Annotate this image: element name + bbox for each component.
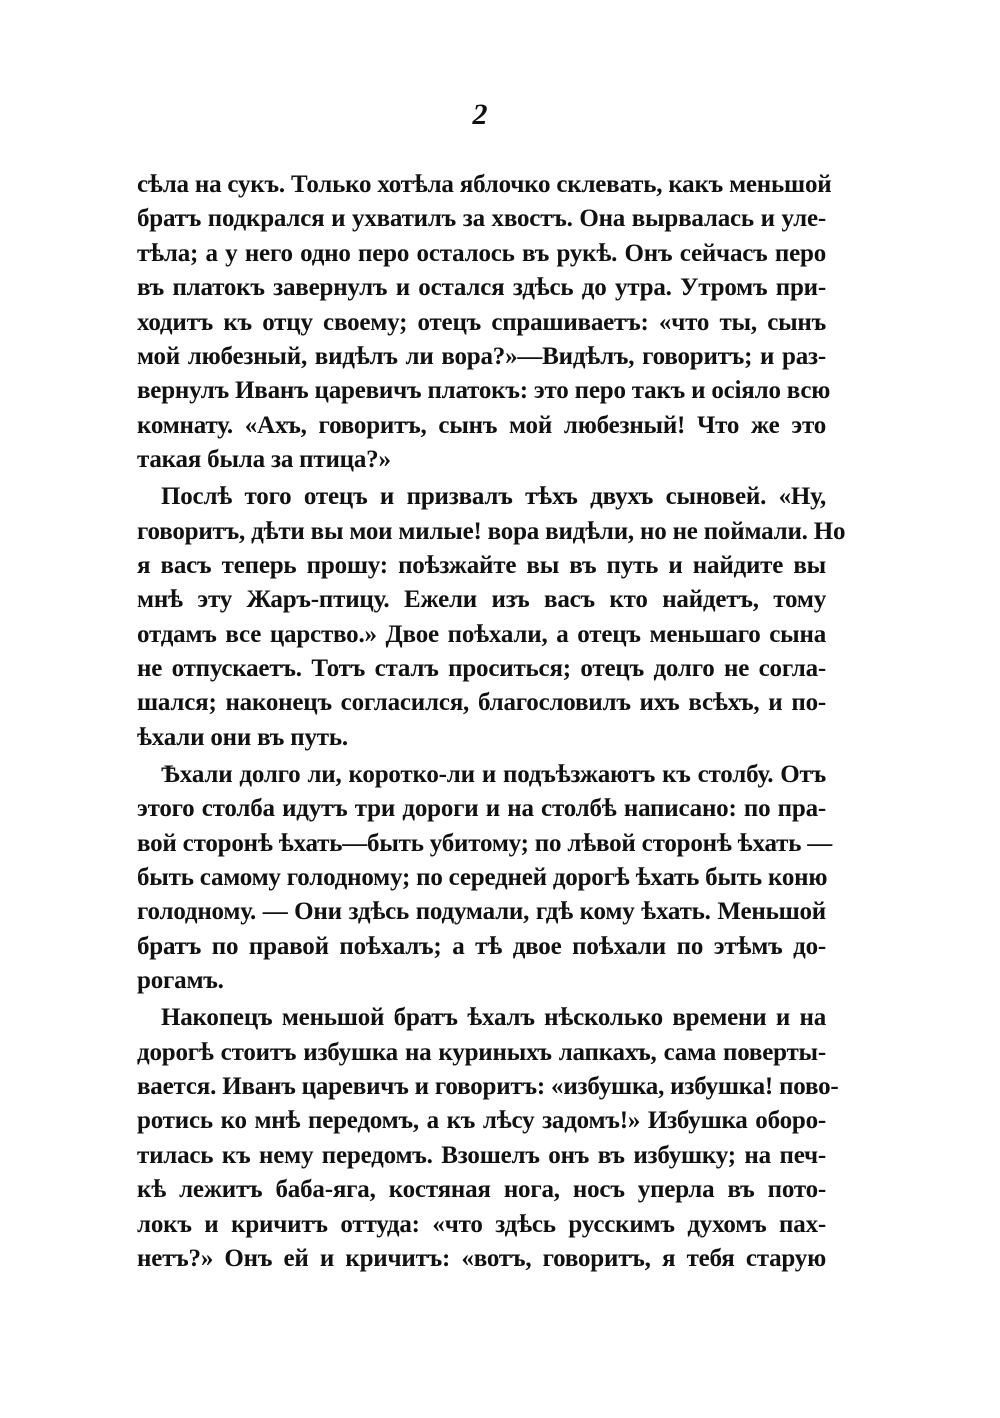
paragraph — [137, 758, 833, 999]
text-line: ротись ко мнѣ передомъ, а къ лѣсу задомъ!» Избушка оборо- — [137, 1107, 826, 1135]
text-line: вой сторонѣ ѣхать—быть убитому; по лѣвой сторонѣ ѣхать — — [137, 829, 833, 857]
text-line: ѣхали они въ путь. — [137, 723, 348, 751]
text-line: вернулъ Иванъ царевичъ платокъ: это перо такъ и осіяло всю — [137, 377, 831, 405]
text-line: рогамъ. — [137, 967, 224, 995]
text-line: кѣ лежитъ баба-яга, костяная нога, носъ уперла въ пото- — [137, 1176, 826, 1204]
text-line: такая была за птица?» — [137, 446, 391, 474]
text-line: комнату. «Ахъ, говоритъ, сынъ мой любезный! Что же это — [137, 411, 826, 439]
text-line: быть самому голодному; по середней дорогѣ ѣхать быть коню — [137, 864, 828, 891]
text-line: дорогѣ стоитъ избушка на куриныхъ лапкахъ, сама поверты- — [137, 1038, 826, 1066]
text-line: сѣла на сукъ. Только хотѣла яблочко склевать, какъ меньшой — [137, 171, 832, 198]
text-line: ходитъ къ отцу своему; отецъ спрашиваетъ: «что ты, сынъ — [137, 308, 826, 336]
text-line: вается. Иванъ царевичъ и говоритъ: «избушка, избушка! пово- — [137, 1072, 839, 1100]
text-line: Ѣхали долго ли, коротко-ли и подъѣзжаютъ къ столбу. Отъ — [161, 760, 826, 788]
text-line: нетъ?» Онъ ей и кричитъ: «вотъ, говоритъ, я тебя старую — [137, 1244, 826, 1272]
text-line: голодному. — Они здѣсь подумали, гдѣ кому ѣхать. Меньшой — [137, 898, 826, 926]
paragraph — [137, 168, 832, 478]
text-line: локъ и кричитъ оттуда: «что здѣсь русскимъ духомъ пах- — [137, 1210, 826, 1238]
paragraph — [137, 480, 846, 755]
text-line: Накопецъ меньшой братъ ѣхалъ нѣсколько времени и на — [161, 1004, 826, 1032]
text-line: шался; наконецъ согласился, благословилъ ихъ всѣхъ, и по- — [137, 689, 826, 717]
text-line: мой любезный, видѣлъ ли вора?»—Видѣлъ, говоритъ; и раз- — [137, 342, 826, 370]
text-line: тѣла; а у него одно перо осталось въ рукѣ. Онъ сейчасъ перо — [137, 239, 826, 267]
text-line: Послѣ того отецъ и призвалъ тѣхъ двухъ сыновей. «Ну, — [161, 483, 826, 511]
text-line: братъ по правой поѣхалъ; а тѣ двое поѣхали по этѣмъ до- — [137, 932, 826, 960]
text-line: тилась къ нему передомъ. Взошелъ онъ въ избушку; на печ- — [137, 1141, 826, 1169]
body-text — [137, 168, 846, 1279]
text-line: я васъ теперь прошу: поѣзжайте вы въ путь и найдите вы — [137, 551, 826, 579]
text-line: этого столба идутъ три дороги и на столбѣ написано: по пра- — [137, 795, 826, 823]
text-line: мнѣ эту Жаръ-птицу. Ежели изъ васъ кто найдетъ, тому — [137, 586, 826, 614]
text-line: братъ подкрался и ухватилъ за хвостъ. Она вырвалась и уле- — [137, 205, 826, 233]
text-line: не отпускаетъ. Тотъ сталъ проситься; отецъ долго не согла- — [137, 655, 826, 683]
page-number: 2 — [472, 98, 488, 131]
text-line: говоритъ, дѣти вы мои милые! вора видѣли, но не поймали. Но — [137, 517, 846, 545]
text-line: отдамъ все царство.» Двое поѣхали, а отецъ меньшаго сына — [137, 620, 826, 648]
paragraph — [137, 1001, 839, 1276]
text-line: въ платокъ завернулъ и остался здѣсь до утра. Утромъ при- — [137, 274, 826, 302]
